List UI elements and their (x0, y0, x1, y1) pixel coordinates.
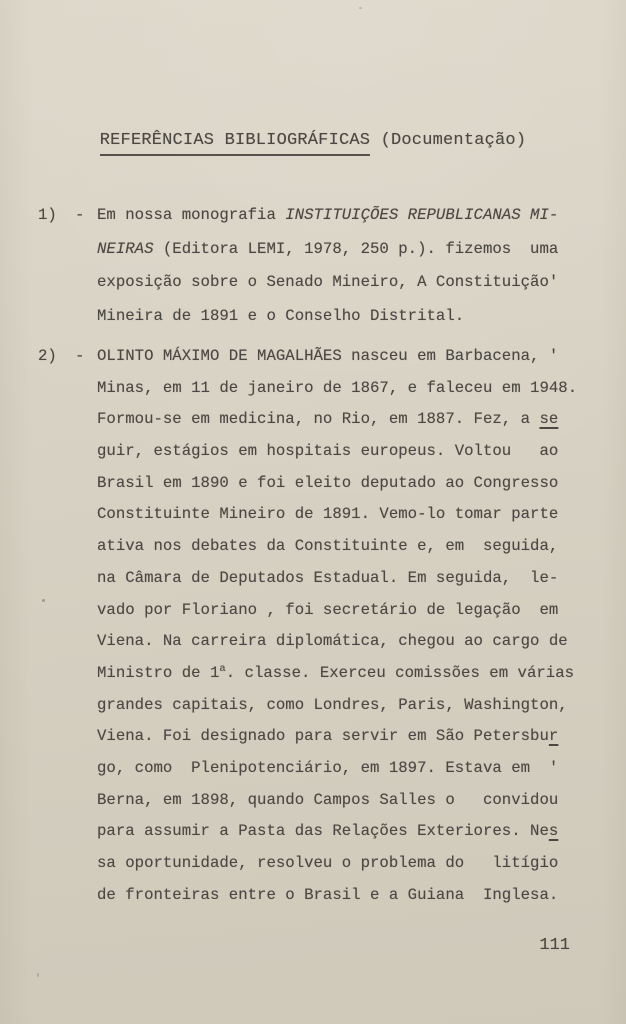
page-title (0, 131, 626, 150)
text-segment: guir, estágios em hospitais europeus. Voltou ao (97, 442, 559, 461)
reference-item-2 (38, 347, 578, 917)
text-line (97, 474, 569, 506)
underlined-text: s (548, 822, 559, 841)
text-line (97, 696, 569, 728)
text-segment: Berna, em 1898, quando Campos Salles o convidou (97, 790, 559, 809)
text-segment: Brasil em 1890 e foi eleito deputado ao Congresso (97, 473, 559, 492)
text-segment: para assumir a Pasta das Relações Exteriores. Ne (97, 822, 549, 841)
text-line (97, 727, 569, 759)
reference-dash: - (75, 206, 85, 224)
text-line (97, 505, 569, 537)
text-segment: ativa nos debates da Constituinte e, em seguida, (97, 537, 559, 556)
text-line (97, 273, 569, 307)
text-line (97, 240, 569, 274)
underlined-text: r (548, 727, 559, 746)
text-line (97, 822, 569, 854)
text-segment: de fronteiras entre o Brasil e a Guiana Inglesa. (97, 885, 559, 904)
text-line (97, 378, 578, 411)
text-line: Ministro de 1a. classe. Exerceu comissões em várias (97, 662, 575, 682)
text-segment: exposição sobre o Senado Mineiro, A Constituição' (97, 273, 559, 291)
text-segment: na Câmara de Deputados Estadual. Em seguida, le- (97, 568, 559, 587)
text-segment: sa oportunidade, resolveu o problema do litígio (97, 854, 559, 872)
text-line (97, 307, 569, 341)
text-line (97, 569, 569, 601)
scan-speck (42, 599, 45, 602)
text-segment: Constituinte Mineiro de 1891. Vemo-lo tomar parte (97, 505, 559, 524)
text-line (97, 601, 569, 633)
reference-item-1 (38, 206, 569, 340)
text-segment: (Editora LEMI, 1978, 250 p.). fizemos uma (153, 239, 559, 258)
text-line (97, 442, 569, 474)
page-title-underlined: REFERÊNCIAS BIBLIOGRÁFICAS (100, 131, 370, 156)
text-segment: Viena. Na carreira diplomática, chegou ao cargo de (97, 632, 568, 651)
text-segment: go, como Plenipotenciário, em 1897. Estava em ' (97, 758, 559, 777)
text-segment: Viena. Foi designado para servir em São Petersbu (97, 727, 549, 746)
reference-number: 1) (38, 206, 57, 224)
reference-body (97, 347, 578, 917)
text-segment: vado por Floriano , foi secretário de legação em (97, 600, 559, 619)
scan-speck (359, 7, 362, 9)
text-segment: Em nossa monografia (97, 206, 286, 224)
reference-dash: - (75, 347, 85, 365)
page-title-rest: (Documentação) (370, 131, 527, 150)
text-line (97, 410, 569, 442)
text-segment: Formou-se em medicina, no Rio, em 1887. Fez, a (97, 410, 540, 429)
text-segment: Ministro de 1 (97, 663, 220, 682)
text-line (97, 206, 569, 240)
text-line (97, 791, 569, 823)
text-segment: OLINTO MÁXIMO DE MAGALHÃES nasceu em Barbacena, ' (97, 347, 559, 365)
text-segment: Minas, em 11 de janeiro de 1867, e faleceu em 1948. (97, 378, 578, 397)
text-segment: . classe. Exerceu comissões em várias (225, 663, 575, 682)
text-line (97, 347, 569, 379)
scan-speck (37, 973, 39, 977)
page-number: 111 (539, 936, 570, 955)
text-line (97, 632, 569, 664)
text-line (97, 537, 569, 569)
text-segment: Mineira de 1891 e o Conselho Distrital. (97, 306, 465, 325)
reference-number: 2) (38, 347, 57, 365)
text-line (97, 759, 569, 791)
italic-text: NEIRAS (97, 239, 154, 258)
underlined-text: se (539, 410, 559, 429)
text-line (97, 886, 569, 918)
reference-body (97, 206, 569, 340)
text-segment: grandes capitais, como Londres, Paris, Washington, (97, 695, 568, 714)
text-line (97, 854, 569, 886)
italic-text: INSTITUIÇÕES REPUBLICANAS MI- (285, 206, 559, 224)
